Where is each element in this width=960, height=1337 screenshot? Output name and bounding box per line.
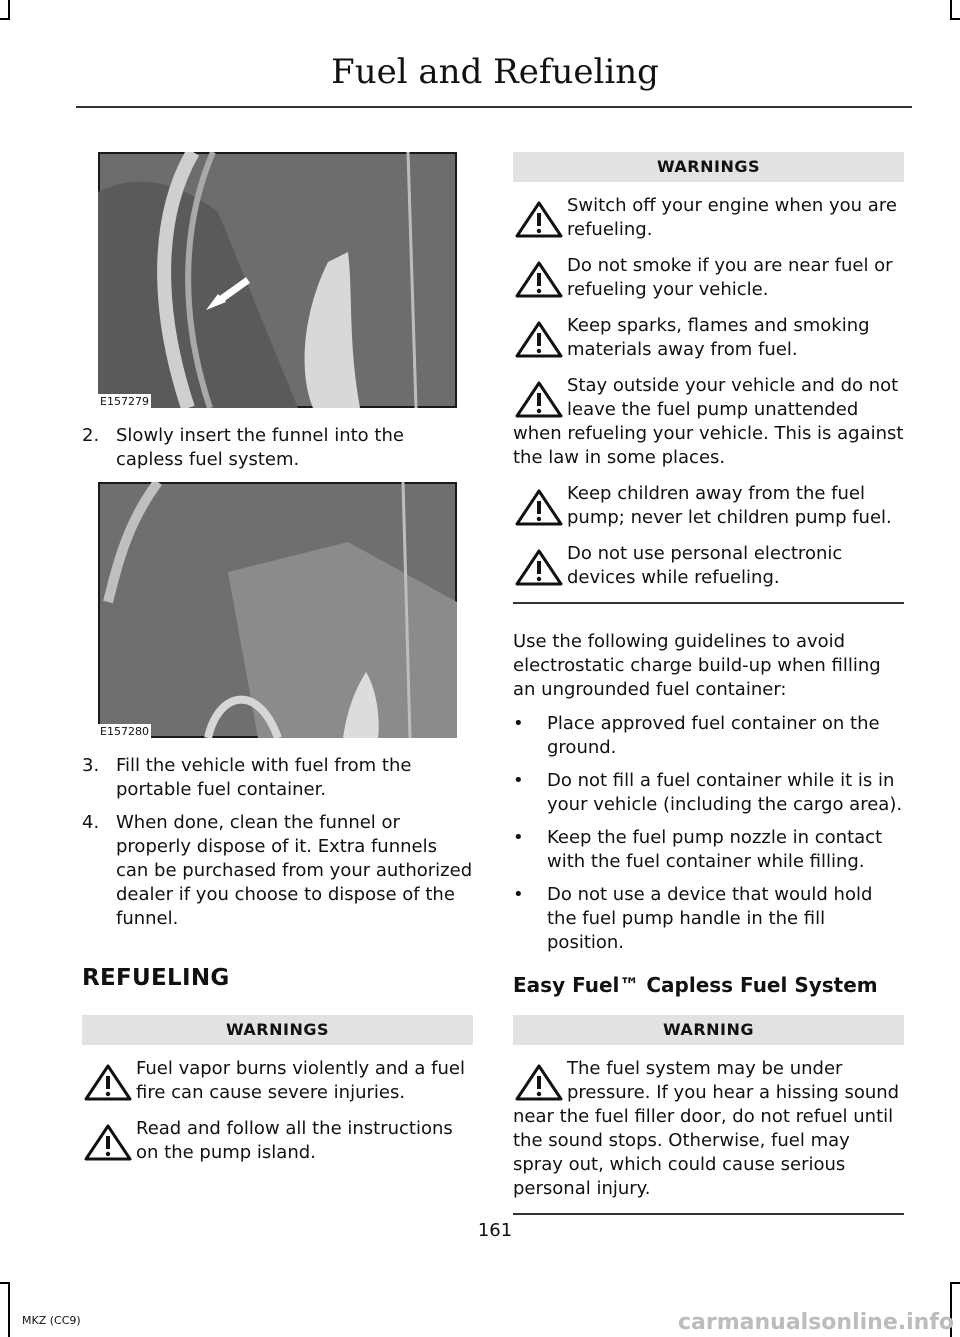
model-code: MKZ (CC9): [22, 1314, 81, 1327]
warning-triangle-icon: [513, 260, 567, 300]
figure-funnel-insert: [98, 482, 457, 738]
figure-funnel-position: [98, 152, 457, 408]
warnings-box: [82, 1015, 473, 1165]
warnings-header: WARNINGS: [513, 152, 904, 182]
section-heading: REFUELING: [82, 965, 230, 991]
warning-triangle-icon: [513, 548, 567, 588]
step-number: 3.: [82, 755, 100, 776]
warning-text: Switch off your engine when you are refueling.: [567, 195, 897, 240]
warning-item: [513, 1057, 904, 1201]
bullet-item: [513, 769, 905, 817]
crop-mark: [0, 18, 10, 20]
crop-mark: [8, 0, 10, 20]
warning-triangle-icon: [513, 380, 567, 420]
warning-triangle-icon: [82, 1063, 136, 1103]
left-column: [82, 152, 473, 1165]
figure-illustration: [98, 482, 457, 738]
warning-item: [513, 374, 904, 470]
warning-item: [82, 1117, 473, 1165]
step-number: 2.: [82, 425, 100, 446]
warnings-rule: [513, 602, 904, 604]
bullet-dot: •: [513, 713, 524, 734]
warning-triangle-icon: [513, 200, 567, 240]
step-text: Fill the vehicle with fuel from the portable fuel container.: [116, 755, 412, 800]
warning-text: Fuel vapor burns violently and a fuel fire can cause severe injuries.: [136, 1058, 465, 1103]
figure-label: E157279: [100, 395, 149, 408]
right-column: [513, 152, 905, 1215]
page-number: 161: [477, 1220, 513, 1241]
warning-rule: [513, 1213, 904, 1215]
warning-text: The fuel system may be under pressure. If you hear a hissing sound near the fuel filler door, do not refuel until the sound stops. Otherwise, fuel may spray out, which could cause serious personal injury.: [513, 1058, 900, 1199]
warning-text: Keep children away from the fuel pump; never let children pump fuel.: [567, 483, 892, 528]
step-4: [82, 811, 473, 931]
step-text: Slowly insert the funnel into the capless fuel system.: [116, 425, 404, 470]
warning-item: [513, 542, 904, 590]
page-title: Fuel and Refueling: [331, 52, 659, 92]
warning-triangle-icon: [513, 320, 567, 360]
crop-mark: [950, 1282, 960, 1284]
warning-text: Read and follow all the instructions on the pump island.: [136, 1118, 453, 1163]
bullet-text: Do not fill a fuel container while it is in your vehicle (including the cargo area).: [547, 770, 903, 815]
crop-mark: [950, 18, 960, 20]
crop-mark: [8, 1282, 10, 1337]
bullet-item: [513, 712, 905, 760]
step-2: [82, 424, 473, 472]
warning-triangle-icon: [82, 1123, 136, 1163]
figure-illustration: [98, 152, 457, 408]
warning-item: [82, 1057, 473, 1105]
watermark: carmanualsonline.info: [678, 1310, 954, 1335]
bullet-text: Place approved fuel container on the ground.: [547, 713, 880, 758]
warning-text: Stay outside your vehicle and do not leave the fuel pump unattended when refueling your vehicle. This is against the law in some places.: [513, 375, 904, 468]
bullet-item: [513, 883, 905, 955]
warning-triangle-icon: [513, 488, 567, 528]
bullet-text: Do not use a device that would hold the fuel pump handle in the fill position.: [547, 884, 873, 953]
step-number: 4.: [82, 812, 100, 833]
warning-item: [513, 314, 904, 362]
bullet-dot: •: [513, 884, 524, 905]
warning-header: WARNING: [513, 1015, 904, 1045]
header-rule: [76, 106, 912, 108]
step-3: [82, 754, 473, 802]
warning-item: [513, 254, 904, 302]
bullet-dot: •: [513, 770, 524, 791]
step-text: When done, clean the funnel or properly dispose of it. Extra funnels can be purchased from your authorized dealer if you choose to dispose of the funnel.: [116, 812, 473, 929]
figure-label: E157280: [100, 725, 149, 738]
warning-text: Do not use personal electronic devices while refueling.: [567, 543, 843, 588]
subsection-heading: Easy Fuel™ Capless Fuel System: [513, 973, 878, 997]
warning-box: [513, 1015, 904, 1215]
intro-paragraph: Use the following guidelines to avoid electrostatic charge build-up when filling an ungrounded fuel container:: [513, 631, 881, 700]
bullet-dot: •: [513, 827, 524, 848]
warning-item: [513, 482, 904, 530]
bullet-text: Keep the fuel pump nozzle in contact with the fuel container while filling.: [547, 827, 883, 872]
warning-item: [513, 194, 904, 242]
bullet-item: [513, 826, 905, 874]
crop-mark: [950, 0, 952, 20]
warnings-header: WARNINGS: [82, 1015, 473, 1045]
warnings-box: [513, 152, 904, 604]
warning-triangle-icon: [513, 1063, 567, 1103]
warning-text: Keep sparks, flames and smoking materials away from fuel.: [567, 315, 870, 360]
warning-text: Do not smoke if you are near fuel or refueling your vehicle.: [567, 255, 893, 300]
crop-mark: [0, 1282, 10, 1284]
